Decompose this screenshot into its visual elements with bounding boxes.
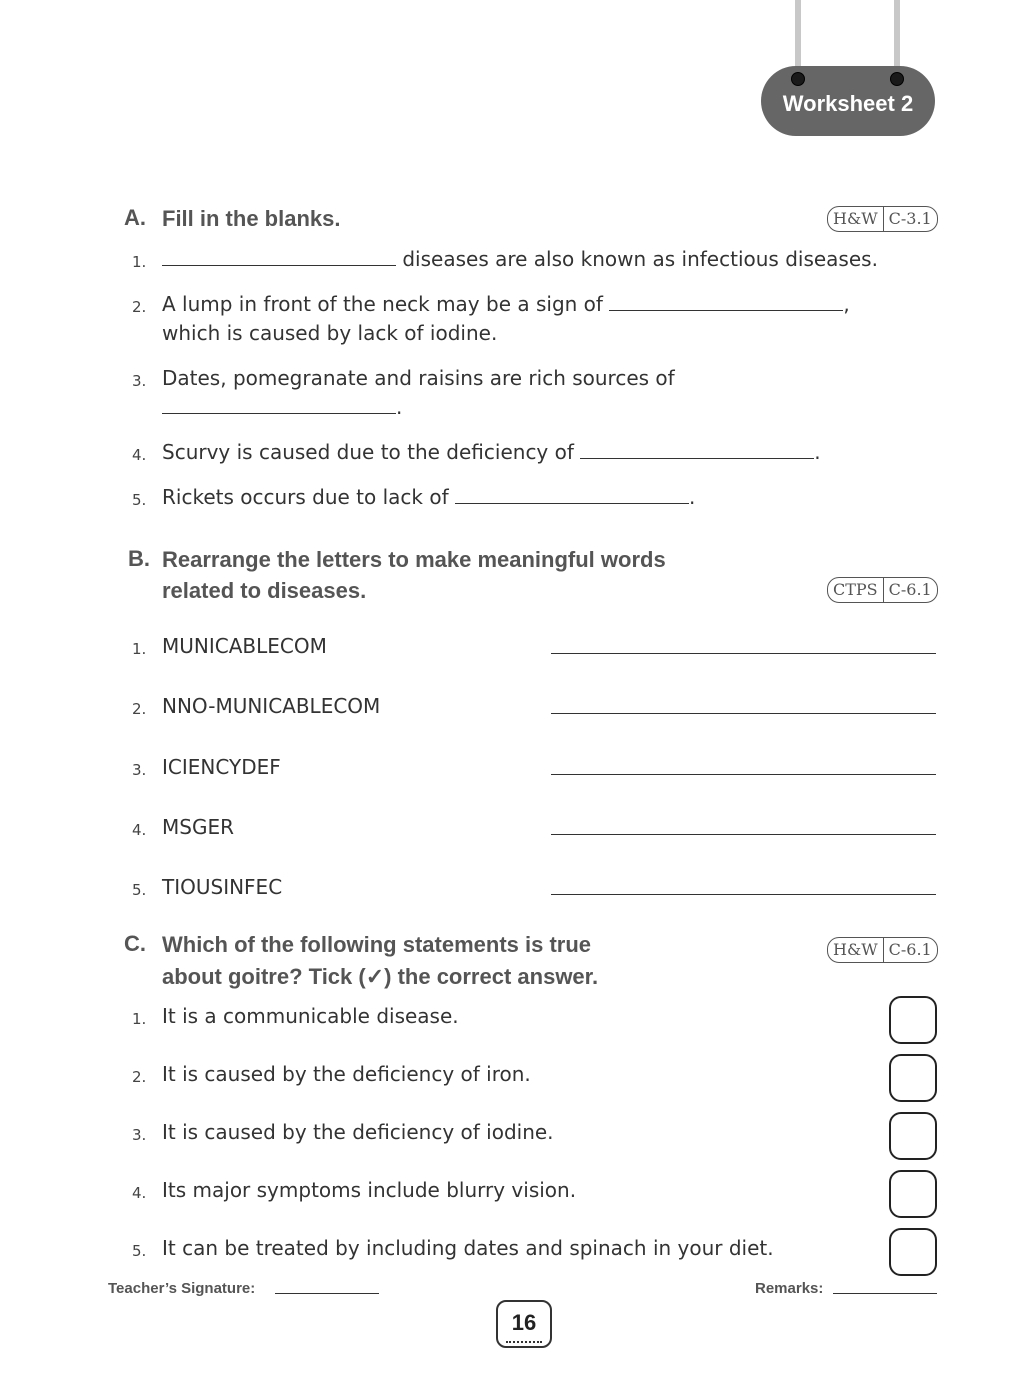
fill-blank-item-5: Rickets occurs due to lack of . bbox=[162, 485, 696, 509]
answer-line[interactable] bbox=[551, 713, 936, 714]
tag-hole-left bbox=[791, 72, 805, 86]
statement: It is caused by the deficiency of iodine. bbox=[162, 1120, 554, 1144]
fill-blank-item-3: Dates, pomegranate and raisins are rich sources of bbox=[162, 366, 675, 390]
section-b-letter: B. bbox=[128, 546, 150, 571]
answer-line[interactable] bbox=[551, 834, 936, 835]
section-a-letter: A. bbox=[124, 205, 146, 230]
tag-hanger-right bbox=[894, 0, 900, 76]
statement: It is caused by the deficiency of iron. bbox=[162, 1062, 531, 1086]
jumbled-word: MUNICABLECOM bbox=[162, 634, 327, 658]
section-c-letter: C. bbox=[124, 931, 146, 956]
item-number: 4. bbox=[132, 446, 147, 464]
item-number: 5. bbox=[132, 491, 147, 509]
jumbled-word: NNO-MUNICABLECOM bbox=[162, 694, 381, 718]
badge-subject: CTPS bbox=[833, 580, 878, 599]
answer-blank[interactable] bbox=[162, 245, 396, 266]
worksheet-tag: Worksheet 2 bbox=[761, 66, 935, 136]
item-number: 1. bbox=[132, 253, 147, 271]
section-c-badge bbox=[827, 937, 938, 963]
page-number-decoration bbox=[506, 1341, 542, 1347]
item-number: 4. bbox=[132, 1184, 147, 1202]
section-a-badge bbox=[827, 206, 938, 232]
teacher-signature-label: Teacher’s Signature: bbox=[108, 1280, 256, 1297]
badge-code: C-3.1 bbox=[883, 207, 937, 231]
tick-box[interactable] bbox=[889, 1228, 937, 1276]
section-b-badge bbox=[827, 577, 938, 603]
statement: Its major symptoms include blurry vision. bbox=[162, 1178, 577, 1202]
section-c-title-line2: about goitre? Tick (✓) the correct answer. bbox=[162, 964, 599, 989]
page-number: 16 bbox=[496, 1300, 552, 1348]
section-b-title-line2: related to diseases. bbox=[162, 578, 367, 603]
section-b-title-line1: Rearrange the letters to make meaningful words bbox=[162, 547, 666, 572]
badge-subject: H&W bbox=[833, 940, 878, 959]
badge-subject: H&W bbox=[833, 209, 878, 228]
answer-line[interactable] bbox=[551, 653, 936, 654]
badge-code: C-6.1 bbox=[883, 578, 937, 602]
remarks-line[interactable] bbox=[833, 1293, 937, 1294]
answer-blank[interactable] bbox=[580, 438, 814, 459]
tag-hole-right bbox=[890, 72, 904, 86]
item-number: 2. bbox=[132, 1068, 147, 1086]
tag-hanger-left bbox=[795, 0, 801, 76]
remarks-label: Remarks: bbox=[755, 1280, 824, 1297]
fill-blank-item-4: Scurvy is caused due to the deficiency of . bbox=[162, 440, 821, 464]
answer-line[interactable] bbox=[551, 894, 936, 895]
badge-code: C-6.1 bbox=[883, 938, 937, 962]
statement: It is a communicable disease. bbox=[162, 1004, 459, 1028]
item-number: 3. bbox=[132, 1126, 147, 1144]
tick-box[interactable] bbox=[889, 1170, 937, 1218]
answer-blank[interactable] bbox=[609, 290, 843, 311]
fill-blank-item-3-line2: . bbox=[162, 393, 402, 422]
section-a-title: Fill in the blanks. bbox=[162, 206, 341, 231]
jumbled-word: MSGER bbox=[162, 815, 234, 839]
jumbled-word: TIOUSINFEC bbox=[162, 875, 283, 899]
answer-blank[interactable] bbox=[455, 483, 689, 504]
item-number: 2. bbox=[132, 700, 147, 718]
tick-box[interactable] bbox=[889, 1054, 937, 1102]
jumbled-word: ICIENCYDEF bbox=[162, 755, 281, 779]
item-number: 5. bbox=[132, 881, 147, 899]
item-number: 5. bbox=[132, 1242, 147, 1260]
item-number: 1. bbox=[132, 640, 147, 658]
tick-box[interactable] bbox=[889, 996, 937, 1044]
section-c-title-line1: Which of the following statements is true bbox=[162, 932, 592, 957]
item-number: 3. bbox=[132, 372, 147, 390]
fill-blank-item-1: diseases are also known as infectious diseases. bbox=[162, 245, 878, 274]
tick-box[interactable] bbox=[889, 1112, 937, 1160]
statement: It can be treated by including dates and spinach in your diet. bbox=[162, 1236, 774, 1260]
item-number: 3. bbox=[132, 761, 147, 779]
item-number: 2. bbox=[132, 298, 147, 316]
answer-blank[interactable] bbox=[162, 393, 396, 414]
fill-blank-item-2: A lump in front of the neck may be a sign of , bbox=[162, 292, 850, 316]
answer-line[interactable] bbox=[551, 774, 936, 775]
item-number: 4. bbox=[132, 821, 147, 839]
fill-blank-item-2-line2: which is caused by lack of iodine. bbox=[162, 321, 498, 345]
teacher-signature-line[interactable] bbox=[275, 1293, 379, 1294]
item-number: 1. bbox=[132, 1010, 147, 1028]
